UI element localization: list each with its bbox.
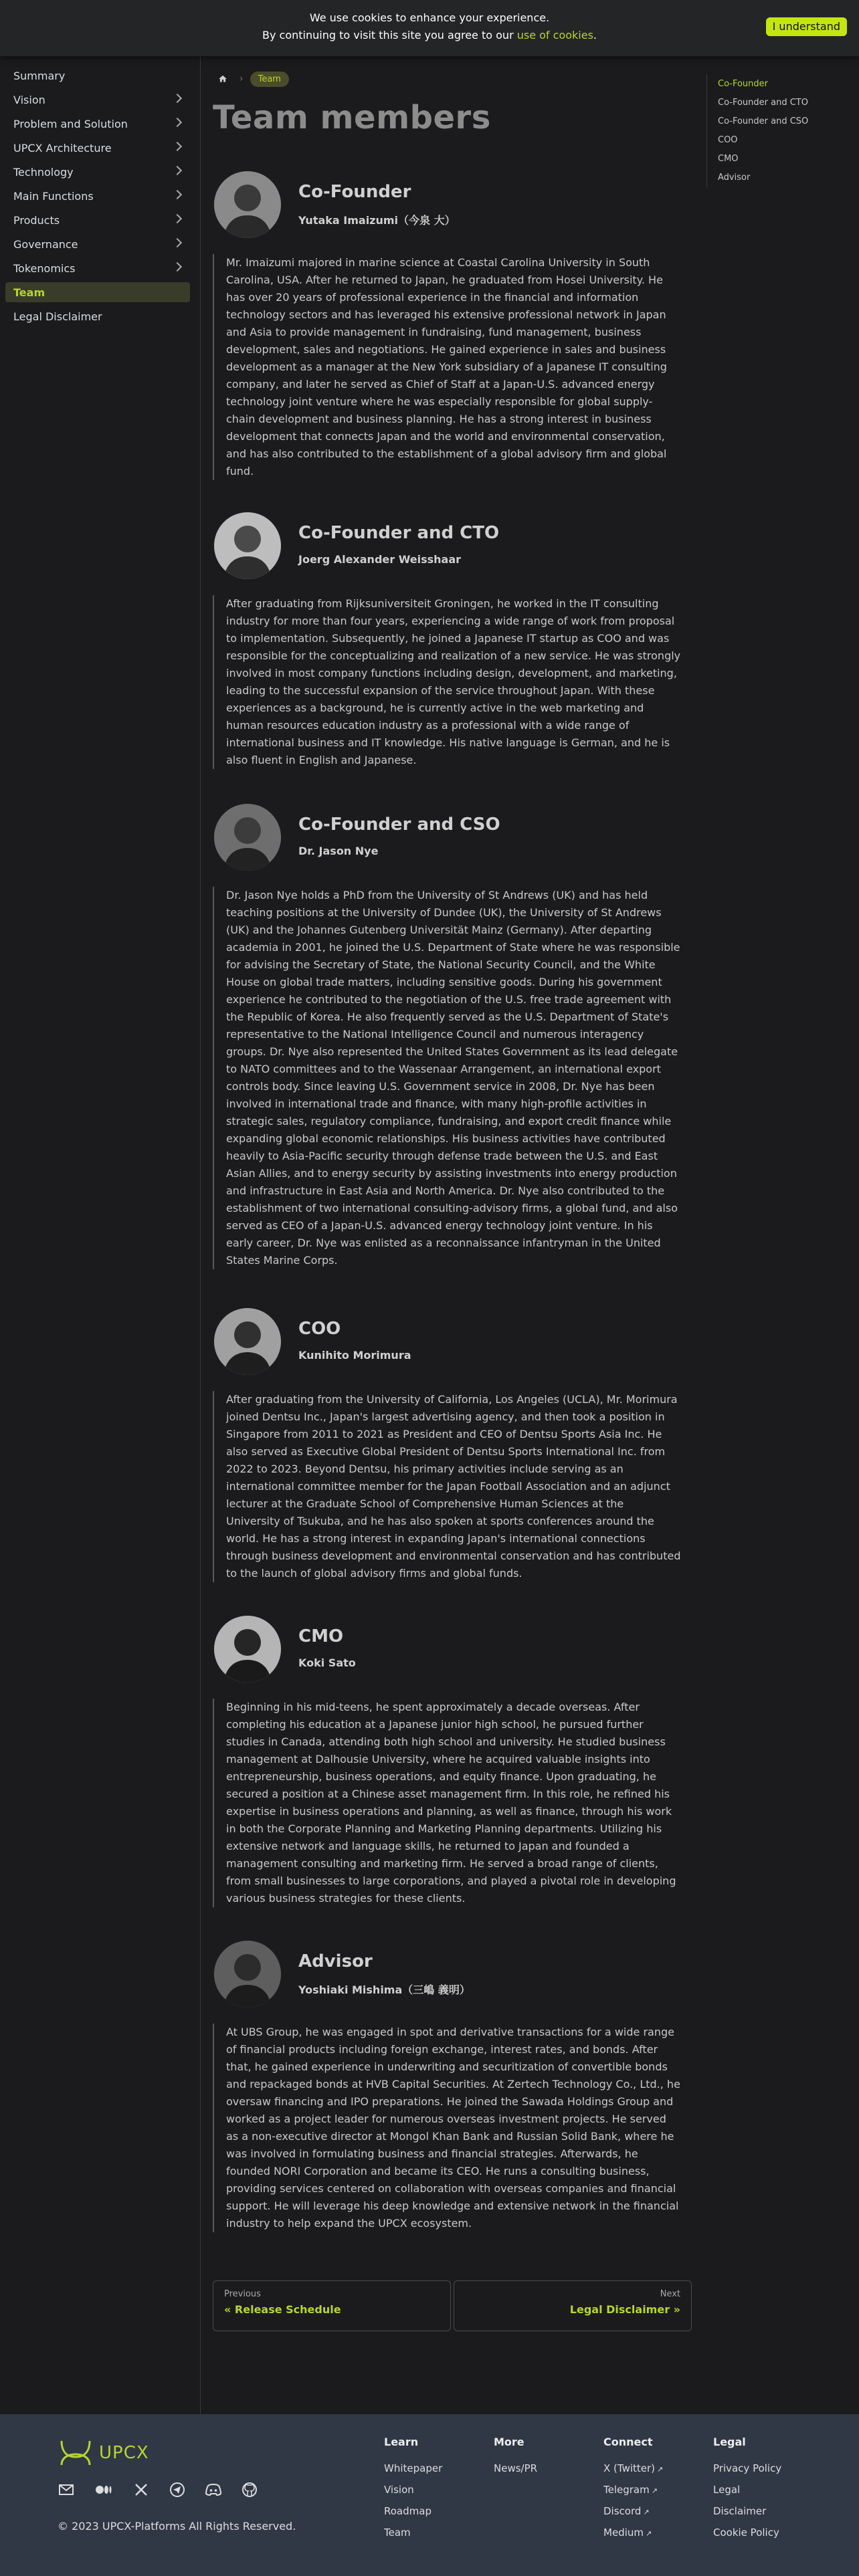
cookie-accept-button[interactable]: I understand: [766, 17, 847, 36]
member-role: CMO: [298, 1626, 344, 1646]
breadcrumb: [213, 70, 289, 88]
footer-link-label: Discord: [603, 2505, 642, 2517]
cookie-text-post: .: [593, 29, 597, 41]
cookie-banner: [0, 0, 859, 56]
pager-previous-label: « Release Schedule: [224, 2303, 341, 2316]
table-of-contents: [706, 75, 840, 187]
sidebar-item-problem-solution[interactable]: [5, 114, 190, 134]
member-role: Co-Founder and CTO: [298, 523, 500, 543]
toc-item-co-founder-cto[interactable]: Co-Founder and CTO: [718, 98, 808, 108]
member-bio: Beginning in his mid-teens, he spent approximately a decade overseas. After completing his education at a Japanese junior high school, he pursued further studies in Canada, attending both high school and university. He studied business management at Dalhousie University, where he acquired valuable insights into entrepreneurship, business operations, and equity finance. Upon graduating, he secured a position at a Chinese asset management firm. In this role, he refined his expertise in business operations and planning, as well as finance, through his work in both the Corporate Planning and Marketing Planning departments. Utilizing his extensive network and language skills, he returned to Japan and founded a management consulting and marketing firm. He served a broad range of clients, from small businesses to large corporations, and played a pivotal role in developing various business strategies for these clients.: [213, 1699, 681, 1907]
sidebar-item-governance[interactable]: [5, 234, 190, 254]
toc-item-co-founder-cso[interactable]: Co-Founder and CSO: [718, 116, 809, 126]
upcx-logo-icon: [58, 2438, 94, 2468]
chevron-right-icon[interactable]: [173, 118, 182, 127]
pager-next-label: Legal Disclaimer »: [569, 2303, 680, 2316]
footer-link-label: Telegram: [603, 2484, 650, 2496]
sidebar-item-architecture[interactable]: [5, 138, 190, 158]
external-link-icon: ↗: [651, 2486, 658, 2495]
cookie-text-line2: [0, 27, 859, 44]
sidebar-item-legal-disclaimer[interactable]: [5, 306, 190, 326]
footer-link-whitepaper[interactable]: Whitepaper: [384, 2462, 443, 2474]
footer-col-title: Connect: [603, 2436, 653, 2448]
footer-logo[interactable]: [58, 2438, 149, 2468]
footer-link-legal[interactable]: Legal: [713, 2484, 741, 2496]
avatar: [214, 512, 281, 579]
member-role: Co-Founder: [298, 182, 411, 202]
toc-item-coo[interactable]: COO: [718, 135, 738, 145]
chevron-right-icon[interactable]: [173, 214, 182, 223]
chevron-right-icon[interactable]: [173, 238, 182, 247]
avatar: [214, 1941, 281, 2008]
sidebar-item-label: Tokenomics: [13, 261, 76, 275]
member-role: COO: [298, 1319, 341, 1339]
telegram-icon[interactable]: [169, 2481, 186, 2498]
member-name: Yoshiaki Mishima（三嶋 義明）: [298, 1983, 470, 1996]
footer-link-discord[interactable]: [603, 2500, 663, 2522]
pager-previous-sub: Previous: [224, 2289, 261, 2299]
member-name: Yutaka Imaizumi（今泉 大）: [298, 214, 456, 227]
pager-next[interactable]: [454, 2280, 692, 2331]
page-title: Team members: [213, 99, 491, 136]
breadcrumb-separator: ›: [240, 74, 244, 84]
footer-link-disclaimer[interactable]: Disclaimer: [713, 2505, 767, 2517]
toc-item-co-founder[interactable]: Co-Founder: [718, 79, 769, 89]
footer-col-learn: [384, 2436, 442, 2543]
footer-link-x[interactable]: [603, 2458, 663, 2479]
sidebar: [0, 56, 201, 2414]
footer-col-legal: [713, 2436, 781, 2543]
member-bio: At UBS Group, he was engaged in spot and derivative transactions for a wide range of financial products including foreign exchange, interest rates, and bonds. After that, he gained experience in underwriting and securitization of convertible bonds and repackaged bonds at HVB Capital Securities. At Zertech Technology Co., Ltd., he oversaw financing and IPO preparations. He joined the Sawada Holdings Group and worked as a project leader for numerous overseas investment projects. He served as a non-executive director at Mongol Khan Bank and Russian Solid Bank, where he was involved in formulating business and financial strategies. Afterwards, he founded NORI Corporation and became its CEO. He runs a consulting business, providing services centered on collaboration with overseas companies and financial support. He will leverage his deep knowledge and extensive network in the financial industry to help expand the UPCX ecosystem.: [213, 2024, 681, 2232]
cookie-text-pre: By continuing to visit this site you agree to our: [262, 29, 514, 41]
member-name: Koki Sato: [298, 1656, 356, 1669]
sidebar-item-label: Vision: [13, 93, 45, 106]
breadcrumb-current: Team: [250, 72, 289, 87]
footer-link-telegram[interactable]: [603, 2479, 663, 2500]
member-bio: Dr. Jason Nye holds a PhD from the University of St Andrews (UK) and has held teaching positions at the University of Dundee (UK), the University of St Andrews (UK) and the Johannes Gutenberg Universität Mainz (Germany). After departing academia in 2001, he joined the U.S. Department of State where he was responsible for advising the Secretary of State, the National Security Council, and the White House on global trade matters, including sensitive goods. During his government experience he contributed to the negotiation of the U.S. free trade agreement with the Republic of Korea. He also frequently served as the U.S. Department of State's representative to the National Intelligence Council and numerous interagency groups. Dr. Nye also represented the United States Government as its lead delegate to NATO committees and to the Wassenaar Arrangement, an international export controls body. Since leaving U.S. Government service in 2008, Dr. Nye has been involved in international trade and finance, with many high-profile activities in strategic sales, regulatory compliance, fundraising, and export credit finance while expanding global economic relationships. His business activities have contributed heavily to Asia-Pacific security through defense trade between the U.S. and East Asian Allies, and to energy security by assisting investments into energy production and infrastructure in East Asia and North America. Dr. Nye also contributed to the establishment of two international consulting-advisory firms, a global fund, and also served as CEO of a Japan-U.S. advanced energy technology joint venture. In his early career, Dr. Nye was enlisted as a reconnaissance infantryman in the United States Marine Corps.: [213, 887, 681, 1269]
pager-previous[interactable]: [213, 2280, 451, 2331]
chevron-right-icon[interactable]: [173, 142, 182, 151]
chevron-right-icon[interactable]: [173, 190, 182, 199]
pager-next-sub: Next: [660, 2289, 680, 2299]
member-bio: After graduating from the University of California, Los Angeles (UCLA), Mr. Morimura joined Dentsu Inc., Japan's largest advertising agency, and then took a position in Singapore from 2011 to 2021 as President and CEO of Dentsu Sports Asia Inc. He also served as Executive Global President of Dentsu Sports International Inc. from 2022 to 2023. Beyond Dentsu, his primary activities include serving as an international committee member for the Japan Football Association and an adjunct lecturer at the Graduate School of Comprehensive Human Sciences at the University of Tsukuba, and he has also spoken at sports conferences around the world. He has a strong interest in expanding Japan's international connections through business development and environmental conservation and has contributed to the launch of global advisory firms and global funds.: [213, 1391, 681, 1582]
sidebar-item-vision[interactable]: [5, 90, 190, 110]
footer-copyright: © 2023 UPCX-Platforms All Rights Reserved.: [58, 2520, 296, 2533]
toc-item-advisor[interactable]: Advisor: [718, 173, 751, 183]
footer-col-title: Legal: [713, 2436, 746, 2448]
footer-link-privacy[interactable]: Privacy Policy: [713, 2462, 782, 2474]
sidebar-item-label: Problem and Solution: [13, 117, 128, 130]
external-link-icon: ↗: [643, 2508, 650, 2516]
footer-col-connect: [603, 2436, 663, 2543]
sidebar-item-main-functions[interactable]: [5, 186, 190, 206]
chevron-right-icon[interactable]: [173, 262, 182, 272]
footer-link-medium[interactable]: [603, 2522, 663, 2543]
member-role: Advisor: [298, 1951, 373, 1971]
footer-link-vision[interactable]: Vision: [384, 2484, 414, 2496]
medium-icon[interactable]: [95, 2481, 112, 2498]
avatar: [214, 1308, 281, 1375]
sidebar-item-label: Summary: [13, 69, 66, 82]
footer-link-team[interactable]: Team: [384, 2527, 411, 2539]
sidebar-item-technology[interactable]: [5, 162, 190, 182]
member-bio: Mr. Imaizumi majored in marine science at Coastal Carolina University in South Carolina, USA. After he returned to Japan, he graduated from Hosei University. He has over 20 years of professional experience in the financial and information technology sectors and has leveraged his extensive professional network in Japan and Asia to provide management in fundraising, fund management, business development, sales and negotiations. He gained experience in sales and business development as a manager at the New York subsidiary of a Japanese IT consulting company, and later he served as Chief of Staff at a Japan-U.S. advanced energy technology joint venture where he was especially responsible for global supply-chain development and business planning. He has a strong interest in business development that connects Japan and the world and environmental conservation, and has also contributed to the establishment of a global advisory firm and global fund.: [213, 254, 681, 480]
chevron-right-icon[interactable]: [173, 166, 182, 175]
member-name: Kunihito Morimura: [298, 1349, 411, 1362]
x-icon[interactable]: [132, 2481, 150, 2498]
member-role: Co-Founder and CSO: [298, 815, 500, 835]
member-name: Dr. Jason Nye: [298, 845, 379, 857]
member-bio: After graduating from Rijksuniversiteit Groningen, he worked in the IT consulting industry for more than four years, experiencing a wide range of work from proposal to implementation. Subsequently, he joined a Japanese IT startup as COO and was responsible for the conceptualizing and realization of a new service. He was strongly involved in most company functions including design, development, and marketing, leading to the successful expansion of the service throughout Japan. With these experiences as a background, he is currently active in the web marketing and human resources education industry as a professional with a wide range of international business and IT knowledge. His native language is German, and he is also fluent in English and Japanese.: [213, 595, 681, 769]
footer-link-roadmap[interactable]: Roadmap: [384, 2505, 432, 2517]
footer-link-cookie-policy[interactable]: Cookie Policy: [713, 2527, 779, 2539]
sidebar-item-label: Products: [13, 213, 60, 227]
sidebar-item-tokenomics[interactable]: [5, 258, 190, 278]
external-link-icon: ↗: [657, 2465, 664, 2474]
home-icon[interactable]: [213, 70, 233, 88]
avatar: [214, 1616, 281, 1683]
footer-col-title: Learn: [384, 2436, 419, 2448]
sidebar-item-label: Governance: [13, 237, 78, 251]
external-link-icon: ↗: [645, 2529, 652, 2538]
member-name: Joerg Alexander Weisshaar: [298, 553, 462, 566]
chevron-right-icon[interactable]: [173, 94, 182, 103]
footer-link-label: X (Twitter): [603, 2462, 656, 2474]
mail-icon[interactable]: [58, 2481, 75, 2498]
avatar: [214, 171, 281, 238]
sidebar-item-label: Main Functions: [13, 189, 94, 203]
sidebar-item-summary[interactable]: [5, 66, 190, 86]
sidebar-item-label: UPCX Architecture: [13, 141, 112, 154]
toc-item-cmo[interactable]: CMO: [718, 154, 739, 164]
footer: [0, 2414, 859, 2576]
avatar: [214, 804, 281, 871]
sidebar-item-team[interactable]: [5, 282, 190, 302]
footer-link-news[interactable]: News/PR: [494, 2462, 538, 2474]
footer-col-title: More: [494, 2436, 524, 2448]
sidebar-item-products[interactable]: [5, 210, 190, 230]
footer-logo-text: UPCX: [99, 2443, 149, 2463]
cookie-policy-link[interactable]: use of cookies: [516, 29, 593, 41]
footer-col-more: [494, 2436, 537, 2479]
sidebar-item-label: Legal Disclaimer: [13, 310, 102, 323]
sidebar-item-label: Technology: [13, 165, 74, 179]
footer-link-label: Medium: [603, 2527, 644, 2539]
cookie-text-line1: We use cookies to enhance your experience.: [309, 11, 550, 24]
discord-icon[interactable]: [205, 2481, 222, 2498]
github-icon[interactable]: [241, 2481, 258, 2498]
sidebar-item-label: Team: [13, 286, 45, 299]
